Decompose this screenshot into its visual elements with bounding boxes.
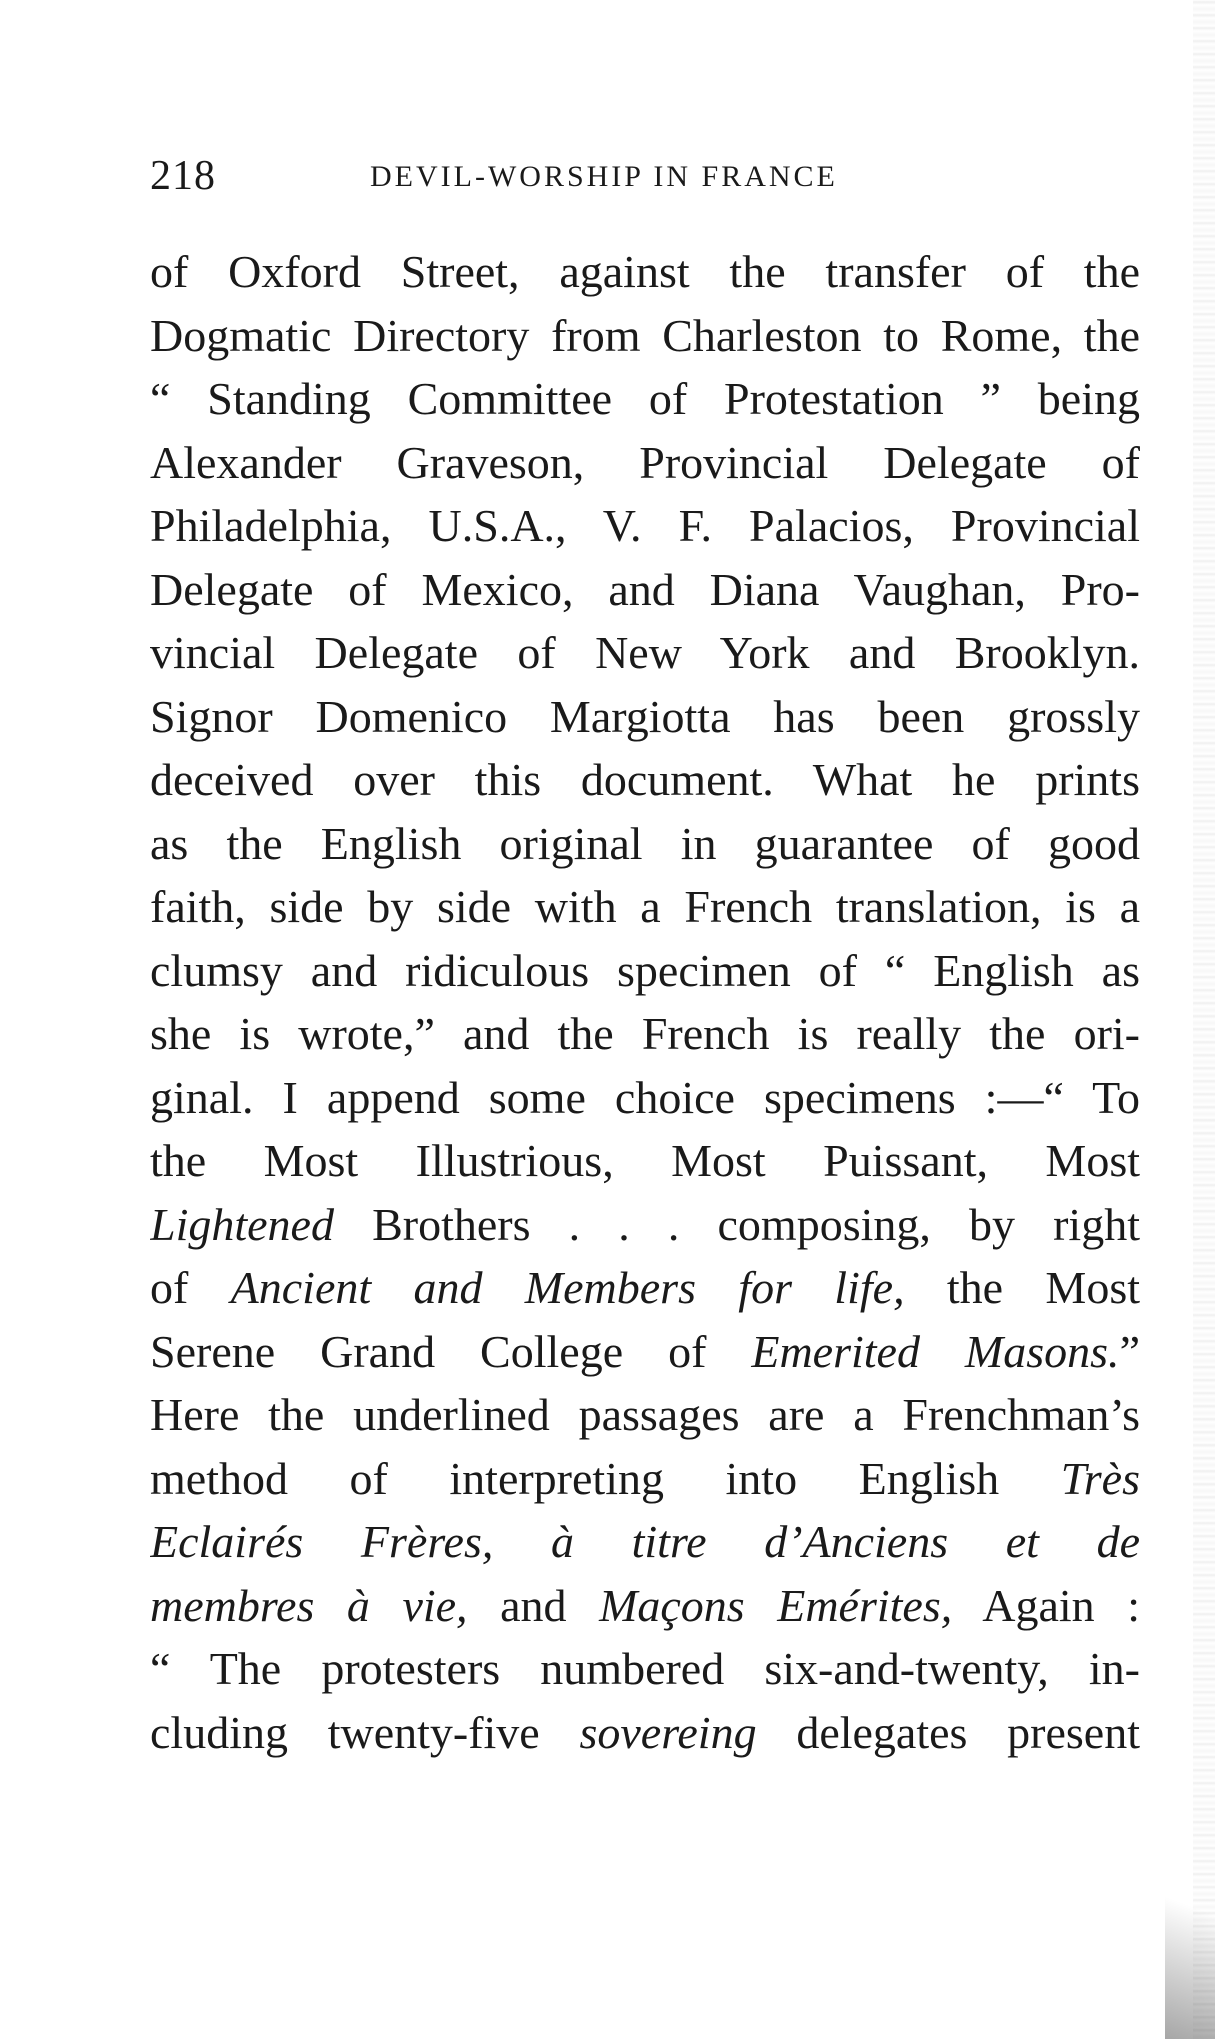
text-segment: method of interpreting into English (150, 1452, 1061, 1504)
text-line (150, 748, 1140, 812)
text-segment: ginal. I append some choice specimens :—“ To (150, 1071, 1140, 1123)
text-line (150, 621, 1140, 685)
text-segment: of Oxford Street, against the transfer of the (150, 246, 1140, 297)
text-segment: the Most (904, 1262, 1140, 1313)
text-segment: Delegate of Mexico, and Diana Vaughan, Pro- (150, 563, 1140, 615)
text-line (150, 685, 1140, 749)
text-line (150, 240, 1140, 304)
text-line (150, 1256, 1140, 1320)
text-segment: cluding twenty-five (150, 1706, 580, 1758)
italic-segment: Maçons Emérites, (599, 1579, 953, 1631)
text-line (150, 431, 1140, 495)
text-line (150, 1701, 1140, 1765)
text-segment: as the English original in guarantee of good (150, 817, 1140, 869)
text-segment: she is wrote,” and the French is really the ori- (150, 1008, 1140, 1059)
text-line (150, 494, 1140, 558)
text-segment: deceived over this document. What he prints (150, 754, 1140, 805)
page-number: 218 (150, 153, 216, 199)
italic-segment: Ancient and Members for life, (230, 1262, 905, 1313)
text-line (150, 558, 1140, 622)
text-line (150, 1129, 1140, 1193)
text-line (150, 875, 1140, 939)
page-header (150, 152, 1140, 202)
text-segment: Signor Domenico Margiotta has been grossly (150, 690, 1140, 742)
text-line (150, 1320, 1140, 1384)
text-segment: of (150, 1262, 231, 1313)
italic-segment: Emerited Masons. (751, 1325, 1120, 1377)
text-segment: Again : (952, 1579, 1140, 1631)
text-line (150, 304, 1140, 368)
text-segment: delegates present (756, 1706, 1140, 1758)
italic-segment: Eclairés Frères, à titre d’Anciens et de (150, 1516, 1140, 1567)
text-segment: Serene Grand College of (150, 1325, 752, 1377)
text-line (150, 367, 1140, 431)
italic-segment: membres à vie, (150, 1579, 468, 1631)
text-segment: faith, side by side with a French translation, is a (150, 881, 1140, 932)
text-line (150, 1383, 1140, 1447)
text-segment: and (467, 1579, 600, 1631)
text-line (150, 1637, 1140, 1701)
text-segment: Philadelphia, U.S.A., V. F. Palacios, Provincial (150, 500, 1140, 551)
text-line (150, 1193, 1140, 1257)
text-segment: vincial Delegate of New York and Brooklyn. (150, 627, 1140, 678)
text-line (150, 1066, 1140, 1130)
text-segment: ” (1119, 1325, 1140, 1377)
text-segment: Here the underlined passages are a Frenchman’s (150, 1389, 1140, 1440)
text-segment: Alexander Graveson, Provincial Delegate of (150, 436, 1140, 488)
text-line (150, 1574, 1140, 1638)
text-segment: clumsy and ridiculous specimen of “ English as (150, 944, 1140, 996)
text-line (150, 1002, 1140, 1066)
scan-edge-shadow (1165, 1879, 1215, 2039)
text-segment: Dogmatic Directory from Charleston to Rome, the (150, 309, 1140, 361)
italic-segment: Lightened (150, 1198, 334, 1250)
text-line (150, 812, 1140, 876)
italic-segment: sovereing (579, 1706, 757, 1758)
running-head: DEVIL-WORSHIP IN FRANCE (370, 160, 838, 193)
body-text (150, 240, 1140, 1764)
text-line (150, 939, 1140, 1003)
text-segment: the Most Illustrious, Most Puissant, Most (150, 1135, 1140, 1186)
italic-segment: Très (1060, 1452, 1140, 1504)
text-line (150, 1510, 1140, 1574)
text-line (150, 1447, 1140, 1511)
text-segment: “ The protesters numbered six-and-twenty, in- (150, 1643, 1140, 1694)
text-segment: “ Standing Committee of Protestation ” being (150, 373, 1140, 424)
text-segment: Brothers . . . composing, by right (333, 1198, 1140, 1250)
scan-edge (1193, 0, 1215, 2039)
